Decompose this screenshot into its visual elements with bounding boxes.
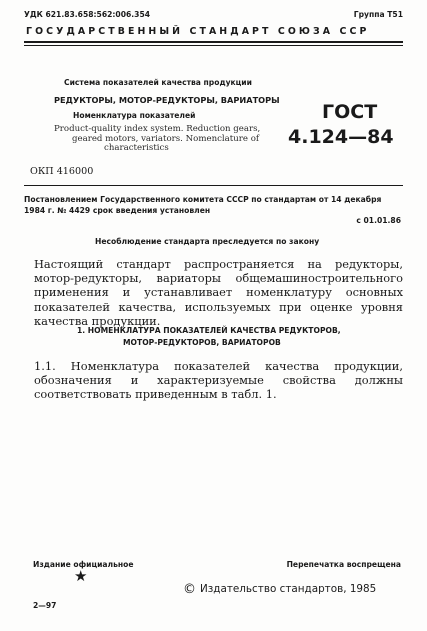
title-sub: Номенклатура показателей <box>73 111 196 120</box>
title-english-line: Product-quality index system. Reduction gears, <box>54 124 261 134</box>
title-english-line: characteristics <box>104 143 169 153</box>
publisher-line <box>183 582 376 597</box>
gost-label: ГОСТ <box>322 101 378 123</box>
reprint-notice: Перепечатка воспрещена <box>286 560 401 569</box>
standard-banner: ГОСУДАРСТВЕННЫЙ СТАНДАРТ СОЮЗА ССР <box>26 26 370 37</box>
intro-paragraph: Настоящий стандарт распространяется на редукторы, мотор-редукторы, вариаторы общемашиностроительного применения и устанавливает номенклатуру основных показателей качества, используемых при оценке уровня качества продукции. <box>34 257 403 328</box>
section-heading-line-2: МОТОР-РЕДУКТОРОВ, ВАРИАТОРОВ <box>123 338 281 347</box>
udk-code: УДК 621.83.658:562:006.354 <box>24 10 151 19</box>
title-english-line: geared motors, variators. Nomenclature of <box>72 133 260 144</box>
page-code: 2—97 <box>33 601 57 610</box>
title-english <box>54 125 260 154</box>
title-system: Система показателей качества продукции <box>64 78 252 87</box>
section-paragraph: 1.1. Номенклатура показателей качества продукции, обозначения и характеризуемые свойства должны соответствовать приведенным в табл. 1. <box>34 359 403 402</box>
decree-line-1: Постановлением Государственного комитета СССР по стандартам от 14 декабря <box>24 195 382 204</box>
decree-line-2: 1984 г. № 4429 срок введения установлен <box>24 206 211 215</box>
publisher-text: Издательство стандартов, 1985 <box>200 583 377 595</box>
group-code: Группа Т51 <box>353 10 403 19</box>
banner-rule-thick <box>24 41 403 43</box>
decree-date: с 01.01.86 <box>356 216 401 225</box>
copyright-icon: © <box>183 582 196 597</box>
banner-rule-thin <box>24 45 403 46</box>
title-main: РЕДУКТОРЫ, МОТОР-РЕДУКТОРЫ, ВАРИАТОРЫ <box>54 95 280 105</box>
gost-number: 4.124—84 <box>288 126 394 148</box>
title-separator <box>24 185 403 186</box>
warning-notice: Несоблюдение стандарта преследуется по закону <box>95 237 320 246</box>
okp-code: ОКП 416000 <box>30 166 94 177</box>
star-icon: ★ <box>74 567 88 585</box>
section-heading-line-1: 1. НОМЕНКЛАТУРА ПОКАЗАТЕЛЕЙ КАЧЕСТВА РЕДУКТОРОВ, <box>77 326 341 335</box>
official-edition: Издание официальное <box>33 560 134 569</box>
